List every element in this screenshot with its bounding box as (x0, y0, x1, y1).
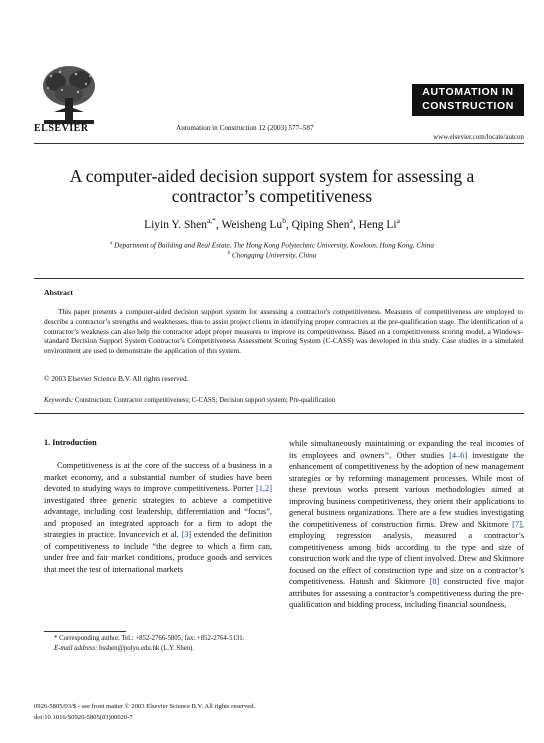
email-address[interactable]: bsshen@polyu.edu.hk (L.Y. Shen). (99, 644, 195, 652)
journal-url-link[interactable]: www.elsevier.com/locate/autcon (433, 133, 524, 141)
affiliation-mark: a (110, 241, 113, 246)
abstract-top-rule (34, 278, 524, 279)
citation-link[interactable]: [7] (512, 519, 522, 529)
corresponding-author-note: * Corresponding author. Tel.: +852-2766-5805; fax: +852-2764-5131. (54, 635, 245, 642)
body-text: , employing regression analysis, measured a contractor’s competitiveness among bids according to the type and size of construction work and the type of client involved. Drew and Skitmore focused on the effect of construction type and size on a contractor’s competitiveness. Hatush and Skitmore (289, 519, 524, 586)
affiliation-text: Department of Building and Real Estate, The Hong Kong Polytechnic University, Kowloon, Hong Kong, China (114, 241, 434, 250)
author-affiliation-mark[interactable]: b (282, 216, 286, 225)
footnote-rule (44, 631, 126, 632)
body-column-left (44, 460, 272, 575)
abstract-heading: Abstract (44, 288, 74, 297)
keywords (44, 397, 335, 404)
author-name: Weisheng Lu (221, 218, 283, 231)
copyright-notice: © 2003 Elsevier Science B.V. All rights reserved. (44, 374, 189, 383)
body-column-right (289, 438, 524, 611)
body-text: investigated three generic strategies to achieve a competitive advantage, including cost leadership, differentiation and “focus”, and proposed an integrated approach for a firm to adopt the strategies in practice. Invancevich et al. (44, 495, 272, 539)
author-name: Liyin Y. Shen (144, 218, 207, 231)
body-text: extended the definition of competitiveness to include “the degree to which a firm can, under free and fair market conditions, produce goods and services that meet the test of international markets (44, 530, 272, 574)
email-line (44, 644, 272, 654)
affiliation-a (40, 241, 504, 249)
abstract-bottom-rule (34, 413, 524, 414)
journal-reference: Automation in Construction 12 (2003) 577–587 (176, 124, 314, 132)
front-matter-line: 0926-5805/03/$ - see front matter © 2003 Elsevier Science B.V. All rights reserved. (34, 703, 256, 710)
abstract-body: This paper presents a computer-aided decision support system for assessing a contractor's competitiveness. Measures of competitiveness are employed to describe a contractor’s strengths and weaknesses, thus to assist project clients in identifying proper contractors at the pre-qualification stage. The identification of a contractor’s weakness can also help the contractor adopt proper measures to improve its competitiveness. Based on a competitiveness scoring model, a Windows-standard Decision Support System Contractor’s Competitiveness Assessment Scoring System (C-CASS) was developed in this study. Case studies in a simulated environment are used to demonstrate the application of this system. (44, 307, 523, 356)
author-affiliation-mark[interactable]: a (396, 216, 400, 225)
citation-link[interactable]: [4–6] (449, 450, 468, 460)
author-name: Qiping Shen (291, 218, 350, 231)
citation-link[interactable]: [8] (429, 577, 440, 586)
citation-link[interactable]: [1,2] (255, 484, 272, 493)
body-text: constructed five major attributes for assessing a contractor’s competitiveness during the pre-qualification and bidding process, including financial soundness, (289, 577, 524, 609)
affiliation-mark: b (227, 251, 231, 256)
doi-link[interactable]: doi:10.1016/S0926-5805(03)00020-7 (34, 714, 133, 721)
publisher-name: ELSEVIER (34, 123, 89, 134)
author-affiliation-mark[interactable]: a (349, 216, 353, 225)
body-text: Competitiveness is at the core of the success of a business in a market economy, and a substantial number of studies have been devoted to studying ways to improve competitiveness. Porter (44, 461, 272, 493)
affiliation-b (40, 251, 504, 259)
citation-link[interactable]: [3] (181, 530, 192, 539)
body-text: investigate the enhancement of competitiveness by the adoption of new management strategies or by reforming management processes. While most of these previous works present various methodologies aimed at improving business competitiveness, they orient their applications to general business organizations. There are a few studies investigating the competitiveness of construction firms. Drew and Skitmore (289, 450, 525, 529)
footnote (44, 634, 272, 653)
journal-brand-line2: CONSTRUCTION (422, 100, 514, 112)
email-label: E-mail address: (54, 644, 98, 652)
author-name: Heng Li (358, 218, 397, 231)
article-title: A computer-aided decision support system for assessing a contractor’s competitiveness (69, 166, 475, 206)
header-rule (34, 143, 524, 144)
affiliation-text: Chongqing University, China (231, 251, 317, 260)
keywords-list: Construction; Contractor competitiveness; C-CASS; Decision support system; Pre-qualification (74, 397, 336, 404)
author-list: Liyin Y. Shen$^{a,*}$, Weisheng Lu$^b$, Qiping Shen$^a$, Heng Li$^a$ (144, 216, 400, 231)
keywords-label: Keywords: (44, 397, 74, 404)
section-heading: 1. Introduction (44, 438, 97, 447)
author-affiliation-mark[interactable]: a,* (207, 216, 216, 225)
body-text: while simultaneously maintaining or expanding the real incomes of its employees and owners’’. Other studies (289, 439, 524, 460)
journal-brand-line1: AUTOMATION IN (422, 86, 514, 98)
